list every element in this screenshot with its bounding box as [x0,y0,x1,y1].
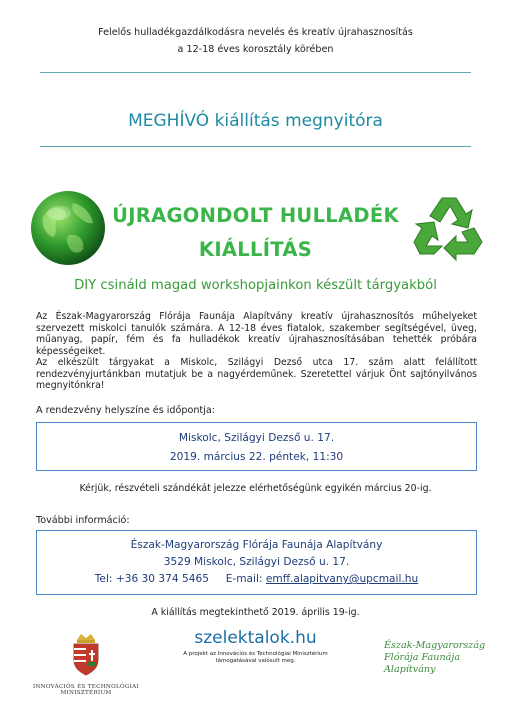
venue-box [36,422,477,471]
contact-email-label: E-mail: [225,573,263,585]
header-line-2: a 12-18 éves korosztály körében [177,44,334,55]
website-link[interactable]: szelektalok.hu [194,628,317,648]
foundation-logo-text [384,640,494,676]
venue-label: A rendezvény helyszíne és időpontja: [36,405,215,416]
subtitle: DIY csináld magad workshopjainkon készült tárgyakból [74,278,437,293]
foundation-line-2: Flórája Faunája [384,652,461,663]
invitation-title: MEGHÍVÓ kiállítás megnyitóra [128,111,383,131]
contact-label: További információ: [36,515,130,526]
venue-address: Miskolc, Szilágyi Dezső u. 17. [178,432,335,444]
paragraph-2: Az elkészült tárgyakat a Miskolc, Szilágyi Dezső utca 17. szám alatt felállított rendezvényjurtánkban mutatjuk be a nagyérdeműnek. Szeretettel várjuk Önt sajtónyilvános megnyitónkra! [36,357,477,392]
rsvp-note: Kérjük, részvételi szándékát jelezze elérhetőségünk egyikén március 20-ig. [79,483,432,494]
header-line-1: Felelős hulladékgazdálkodásra nevelés és kreatív újrahasznosítás [98,27,413,38]
recycle-arrows-icon [412,192,486,262]
contact-phone: Tel: +36 30 374 5465 [94,573,209,585]
contact-email-link[interactable]: emff.alapitvany@upcmail.hu [265,573,419,585]
contact-phone-email [37,573,476,585]
hungarian-coat-of-arms-icon [67,632,105,676]
support-line-2: támogatásával valósult meg. [215,658,296,664]
ministry-line-2: MINISZTÉRIUM [60,690,112,696]
contact-org: Észak-Magyarország Flórája Faunája Alapítvány [130,539,383,551]
venue-datetime: 2019. március 22. péntek, 11:30 [169,451,344,463]
contact-box [36,530,477,595]
invitation-divider [40,146,471,147]
foundation-line-3: Alapítvány [384,664,436,675]
viewing-note: A kiállítás megtekinthető 2019. április 19-ig. [151,607,360,618]
foundation-line-1: Észak-Magyarország [384,640,486,651]
headline-line-2: KIÁLLÍTÁS [198,238,313,261]
support-note [160,651,351,665]
contact-address: 3529 Miskolc, Szilágyi Dezső u. 17. [163,556,350,568]
support-line-1: A projekt az Innovációs és Technológiai Minisztérium [183,651,328,657]
headline-line-1: ÚJRAGONDOLT HULLADÉK [112,204,399,227]
ministry-name [22,684,150,696]
ministry-line-1: INNOVÁCIÓS ÉS TECHNOLÓGIAI [32,684,140,690]
top-divider [40,72,471,73]
green-earth-globe-icon [29,189,107,267]
paragraph-1: Az Észak-Magyarország Flórája Faunája Alapítvány kreatív újrahasznosítós műhelyeket szervezett miskolci tanulók számára. A 12-18 éves fiatalok, szakember segítségével, üveg, műanyag, papír, fém és fa hulladékok kreatív újrahasznosításában tehették próbára képességeiket. [36,311,477,357]
